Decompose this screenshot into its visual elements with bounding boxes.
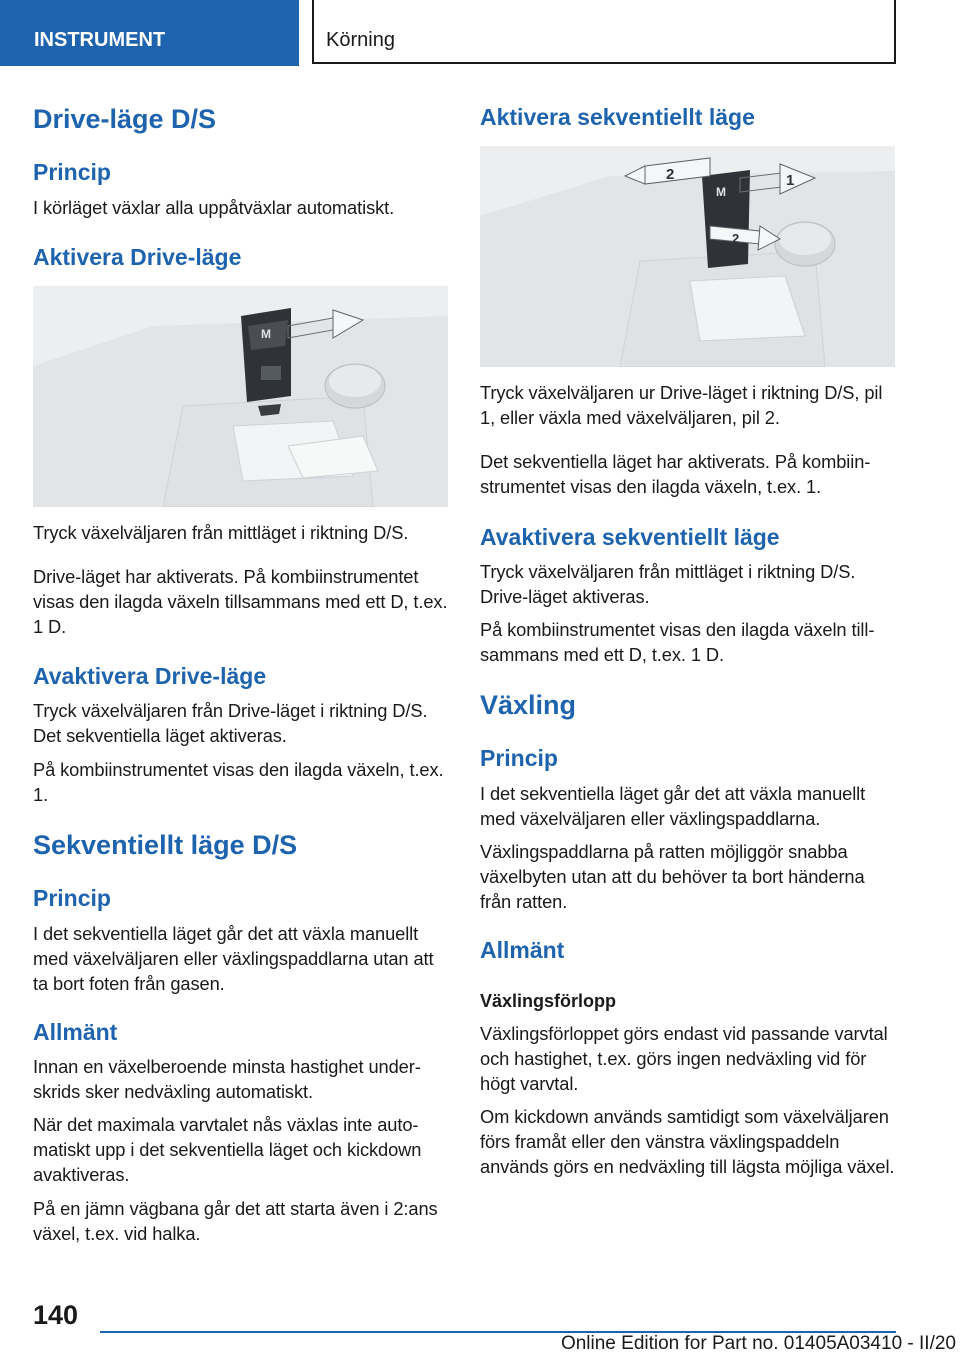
princip-2-text: I det sekventiella läget går det att växla manuellt med växelväljaren eller växlingspaddlarna utan att ta bort foten från gasen. xyxy=(33,923,434,994)
vaxlingsforlopp-text-2: Om kickdown används samtidigt som växelväljaren förs framåt eller den vänstra växlingspaddeln används görs en nedväxling till lägsta möjliga växel. xyxy=(480,1106,895,1177)
allmant-text-1: Innan en växelberoende minsta hastighet underskrids sker nedväxling automatiskt. xyxy=(33,1056,421,1102)
page-number: 140 xyxy=(33,1300,79,1330)
activate-sequential-text-2: Det sekventiella läget har aktiverats. På kombiinstrumentet visas den ilagda växeln, t.ex. 1. xyxy=(480,451,871,497)
edition-footer: Online Edition for Part no. 01405A03410 - II/20 xyxy=(560,1333,956,1354)
deactivate-drive-text-2: På kombiinstrumentet visas den ilagda växeln, t.ex. 1. xyxy=(33,759,444,805)
allmant-text-2: När det maximala varvtalet nås växlas inte automatiskt upp i det sekventiella läget och kickdown avaktiveras. xyxy=(33,1114,422,1185)
princip-heading: Princip xyxy=(33,159,111,185)
allmant-heading: Allmänt xyxy=(33,1019,118,1045)
arrow-1-label: 1 xyxy=(786,172,795,189)
princip-2-heading: Princip xyxy=(33,885,111,911)
deactivate-drive-heading: Avaktivera Drive-läge xyxy=(33,663,267,689)
gear-selector-figure-sequential xyxy=(480,146,895,367)
gear-selector-arrows-illustration xyxy=(480,146,895,367)
princip-3-text-1: I det sekventiella läget går det att växla manuellt med växelväljaren eller växlingspaddlarna. xyxy=(480,783,866,829)
vaxlingsforlopp-text-1: Växlingsförloppet görs endast vid passande varvtal och hastighet, t.ex. görs ingen nedväxling vid för högt varvtal. xyxy=(480,1023,888,1094)
arrow-2-label: 2 xyxy=(666,166,675,183)
drive-mode-heading: Drive-läge D/S xyxy=(33,104,217,134)
vaxling-heading: Växling xyxy=(480,690,577,720)
princip-text: I körläget växlar alla uppåtväxlar automatiskt. xyxy=(33,197,395,218)
allmant-2-heading: Allmänt xyxy=(480,937,565,963)
vaxlingsforlopp-heading: Växlingsförlopp xyxy=(480,991,617,1011)
princip-3-text-2: Växlingspaddlarna på ratten möjliggör snabba växelbyten utan att du behöver ta bort händerna från ratten. xyxy=(480,841,865,912)
activate-drive-text-1: Tryck växelväljaren från mittläget i riktning D/S. xyxy=(33,522,409,543)
gear-selector-figure-drive xyxy=(33,286,448,507)
svg-text:2: 2 xyxy=(732,231,740,246)
chapter-tab: INSTRUMENT xyxy=(0,0,299,66)
activate-drive-heading: Aktivera Drive-läge xyxy=(33,244,242,270)
deactivate-sequential-text-2: På kombiinstrumentet visas den ilagda växeln tillsammans med ett D, t.ex. 1 D. xyxy=(480,619,875,665)
page-header xyxy=(0,0,960,66)
activate-drive-text-2: Drive-läget har aktiverats. På kombiinstrumentet visas den ilagda växeln tillsammans med ett D, t.ex. 1 D. xyxy=(33,566,448,637)
sequential-mode-heading: Sekventiellt läge D/S xyxy=(33,830,298,860)
section-tab: Körning xyxy=(312,0,896,64)
svg-text:M: M xyxy=(261,327,271,341)
svg-text:M: M xyxy=(716,185,726,199)
princip-3-heading: Princip xyxy=(480,745,558,771)
gear-selector-illustration xyxy=(33,286,448,507)
deactivate-drive-text-1: Tryck växelväljaren från Drive-läget i riktning D/S. Det sekventiella läget aktiveras. xyxy=(33,700,428,746)
deactivate-sequential-text-1: Tryck växelväljaren från mittläget i riktning D/S. Drive-läget aktiveras. xyxy=(480,561,856,607)
activate-sequential-text-1: Tryck växelväljaren ur Drive-läget i riktning D/S, pil 1, eller växla med växelväljaren, pil 2. xyxy=(480,382,883,428)
allmant-text-3: På en jämn vägbana går det att starta även i 2:ans växel, t.ex. vid halka. xyxy=(33,1198,438,1244)
deactivate-sequential-heading: Avaktivera sekventiellt läge xyxy=(480,524,780,550)
activate-sequential-heading: Aktivera sekventiellt läge xyxy=(480,104,755,130)
